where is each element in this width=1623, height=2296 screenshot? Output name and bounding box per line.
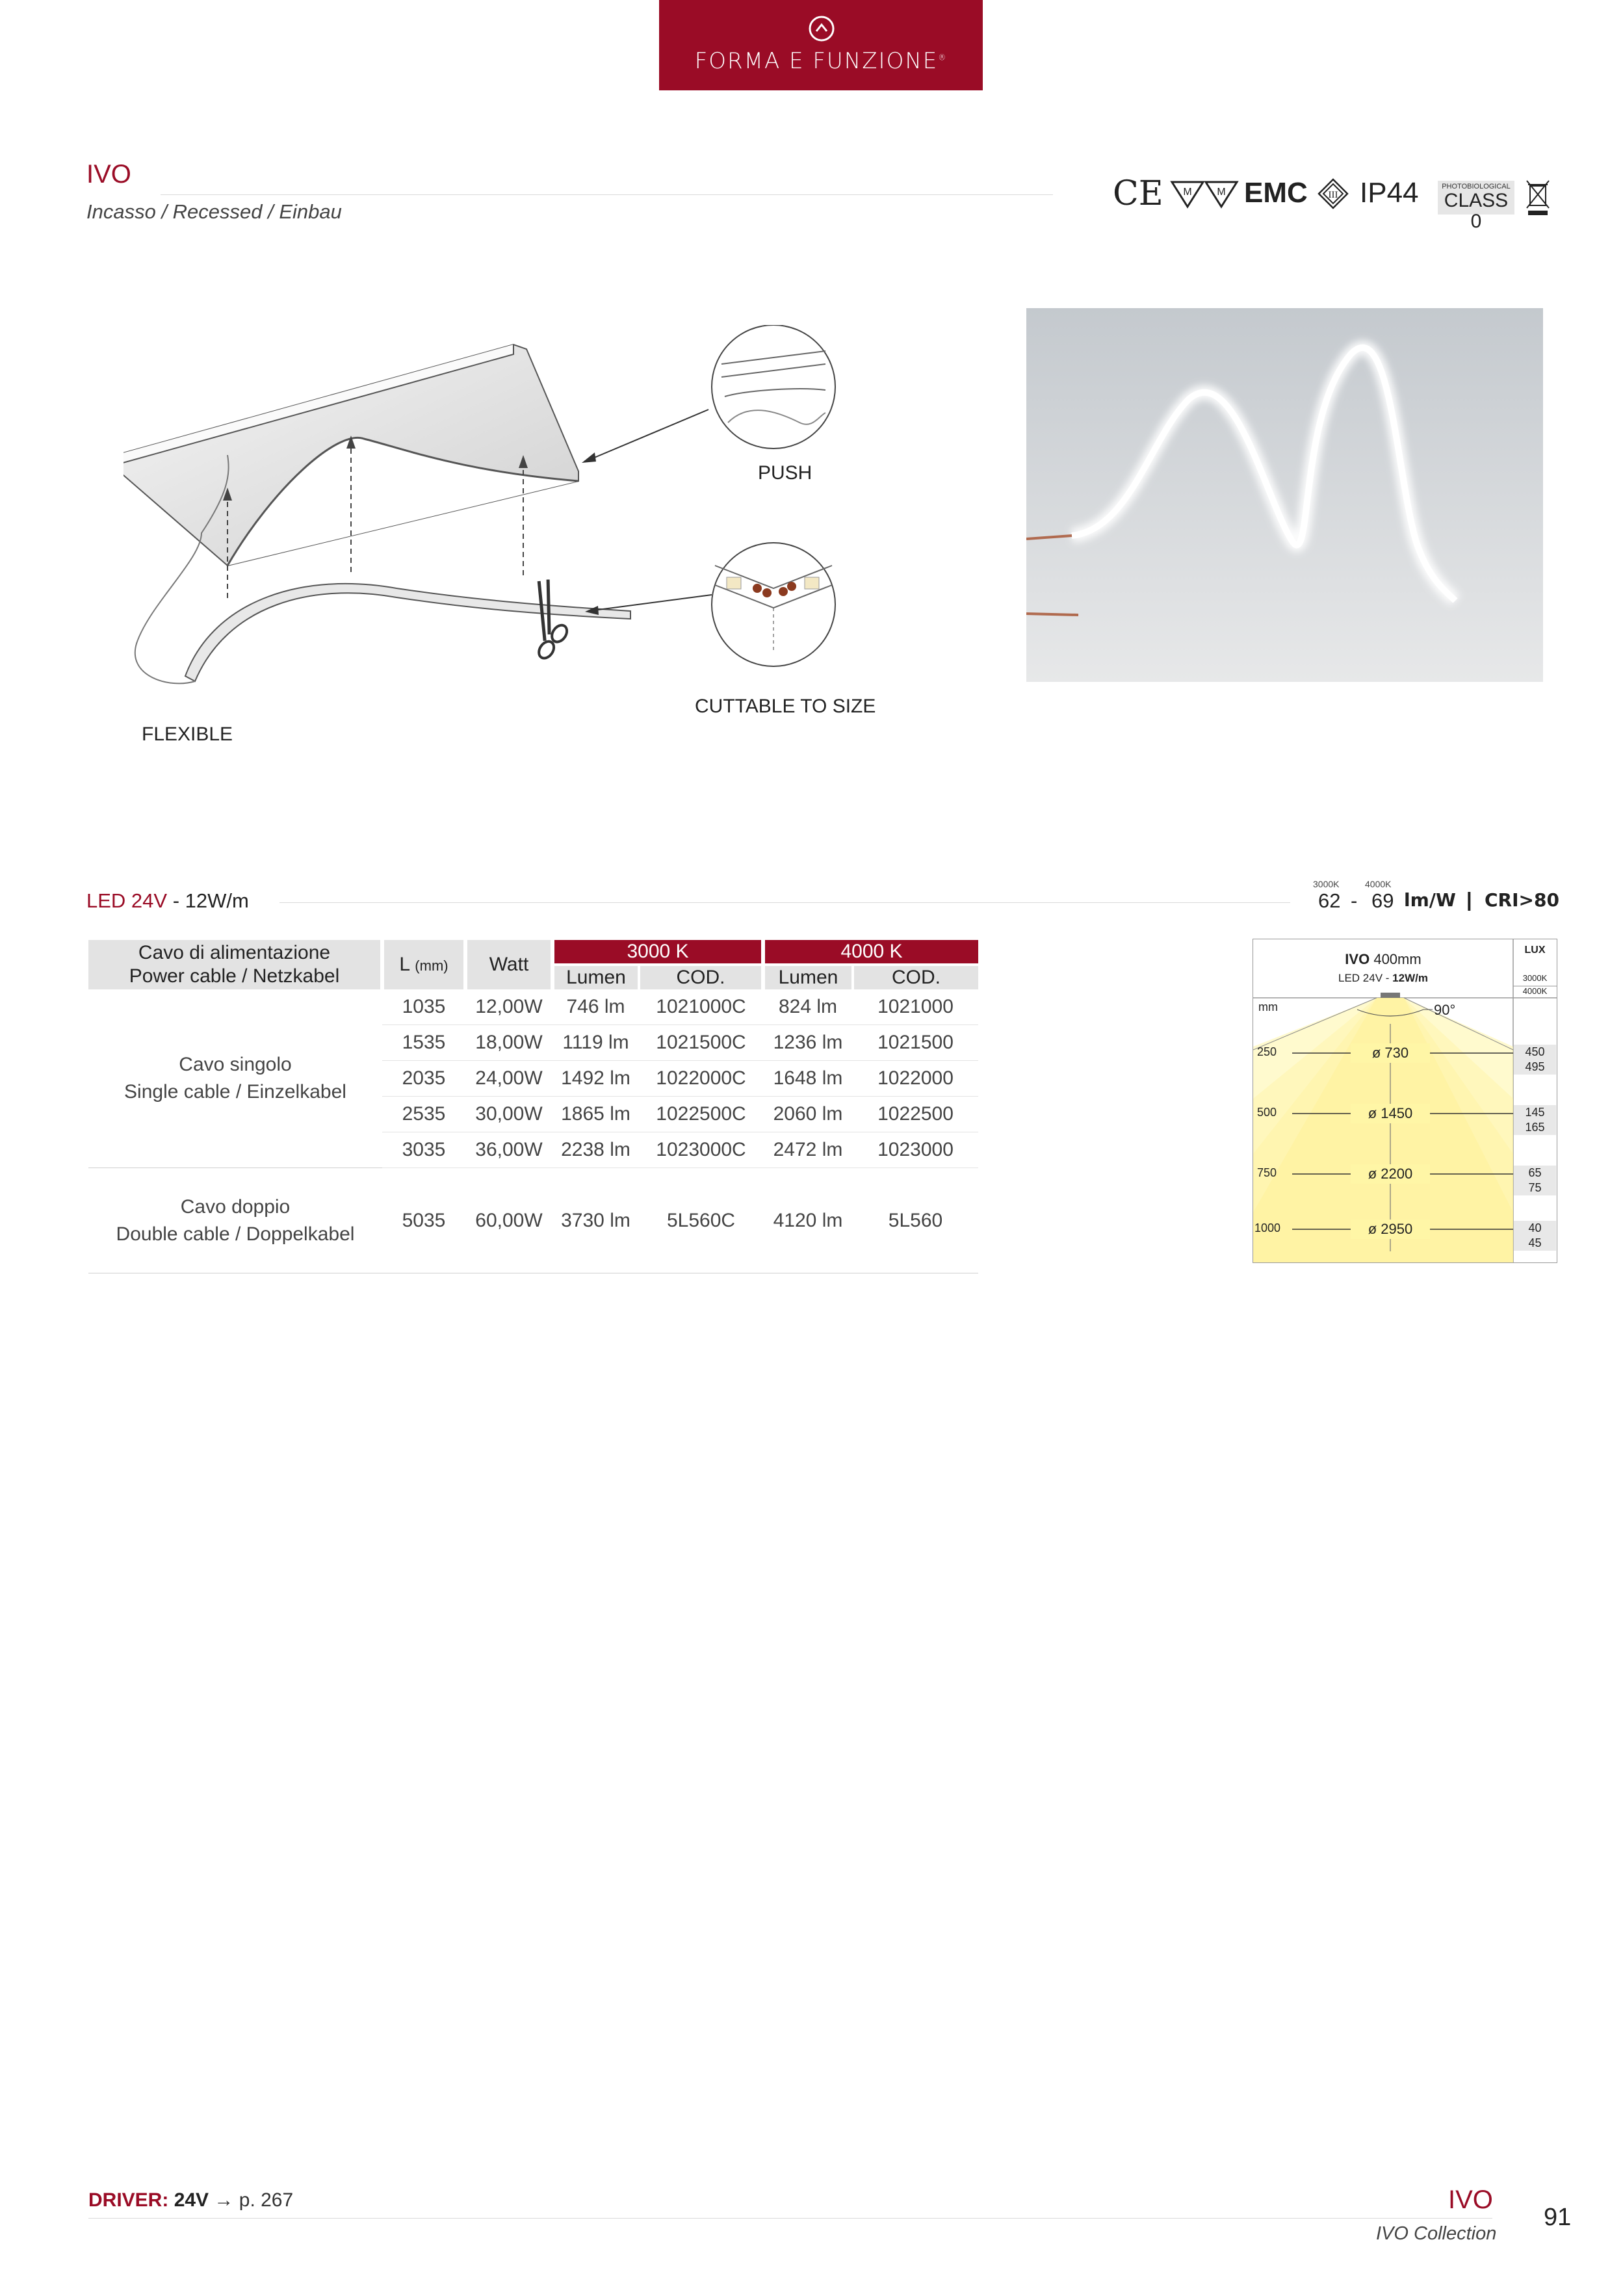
spec-pipe: | bbox=[1466, 888, 1472, 911]
header-cod-3000: COD. bbox=[639, 965, 763, 989]
title-divider bbox=[161, 194, 1053, 195]
lux-cone-graphic bbox=[1253, 939, 1557, 1262]
header-length-label: L bbox=[399, 954, 409, 975]
driver-label: DRIVER: bbox=[88, 2189, 169, 2211]
lux-distance: 1000 bbox=[1254, 1221, 1281, 1234]
cell-lumen-3000: 3730 lm bbox=[552, 1168, 639, 1273]
cell-lumen-4000: 1236 lm bbox=[763, 1025, 853, 1061]
lux-led: LED 24V - bbox=[1338, 972, 1393, 984]
furniture-mark-icon bbox=[1170, 177, 1241, 211]
lux-value-4000: 45 bbox=[1528, 1236, 1542, 1249]
cell-code-3000: 1022000C bbox=[639, 1061, 763, 1097]
lux-distance: 250 bbox=[1257, 1045, 1277, 1058]
lux-subtitle bbox=[1253, 972, 1513, 985]
cell-length: 1535 bbox=[382, 1025, 465, 1061]
cell-code-3000: 1023000C bbox=[639, 1132, 763, 1168]
header-watt: Watt bbox=[465, 940, 552, 989]
photobiological-badge bbox=[1438, 181, 1514, 232]
push-label: PUSH bbox=[758, 462, 812, 484]
lux-label: LUX bbox=[1524, 945, 1546, 956]
installation-diagram bbox=[123, 325, 903, 754]
group-single-en: Single cable / Einzelkabel bbox=[124, 1081, 346, 1102]
cell-watt: 30,00W bbox=[465, 1097, 552, 1132]
lux-4000k: 4000K bbox=[1522, 986, 1548, 996]
registered-mark: ® bbox=[938, 53, 948, 62]
table-row bbox=[88, 1168, 978, 1273]
led-voltage: LED 24V bbox=[86, 889, 168, 912]
lux-chart bbox=[1253, 939, 1557, 1263]
cell-code-4000: 1023000 bbox=[853, 1132, 978, 1168]
group-single-it: Cavo singolo bbox=[179, 1054, 292, 1075]
brand-mark-icon bbox=[807, 14, 836, 43]
lux-title bbox=[1253, 951, 1513, 968]
cell-watt: 24,00W bbox=[465, 1061, 552, 1097]
table-row bbox=[88, 989, 978, 1025]
header-cable-en: Power cable / Netzkabel bbox=[129, 965, 340, 987]
header-lumen-3000: Lumen bbox=[552, 965, 639, 989]
lux-value-3000: 40 bbox=[1528, 1221, 1542, 1234]
lux-distance: 500 bbox=[1257, 1106, 1277, 1119]
cell-code-3000: 1021000C bbox=[639, 989, 763, 1025]
cell-lumen-4000: 824 lm bbox=[763, 989, 853, 1025]
ip-rating: IP44 bbox=[1360, 177, 1419, 209]
led-spec bbox=[86, 889, 249, 913]
cell-code-3000: 1021500C bbox=[639, 1025, 763, 1061]
lux-diameter: ø 1450 bbox=[1368, 1105, 1413, 1121]
lux-angle: 90° bbox=[1434, 1002, 1456, 1018]
driver-info bbox=[88, 2189, 293, 2211]
cell-code-3000: 5L560C bbox=[639, 1168, 763, 1273]
group-double-en: Double cable / Doppelkabel bbox=[116, 1223, 355, 1245]
footer-divider bbox=[88, 2218, 1492, 2219]
lux-3000k: 3000K bbox=[1522, 973, 1548, 983]
lux-power: 12W/m bbox=[1392, 972, 1428, 984]
group-double-it: Cavo doppio bbox=[180, 1195, 291, 1218]
cell-code-4000: 1022000 bbox=[853, 1061, 978, 1097]
emc-label: EMC bbox=[1244, 177, 1308, 209]
lux-value-3000: 450 bbox=[1525, 1045, 1545, 1058]
lux-diameter: ø 2200 bbox=[1368, 1166, 1413, 1182]
driver-value: 24V bbox=[174, 2189, 209, 2211]
cell-code-4000: 1022500 bbox=[853, 1097, 978, 1132]
cell-lumen-3000: 1865 lm bbox=[552, 1097, 639, 1132]
cell-code-4000: 1021000 bbox=[853, 989, 978, 1025]
cell-code-3000: 1022500C bbox=[639, 1097, 763, 1132]
cell-lumen-4000: 2060 lm bbox=[763, 1097, 853, 1132]
photobiological-class: CLASS 0 bbox=[1444, 190, 1509, 232]
cell-watt: 18,00W bbox=[465, 1025, 552, 1061]
header-cable bbox=[88, 940, 382, 989]
lux-diameter: ø 2950 bbox=[1368, 1221, 1413, 1237]
lux-length: 400mm bbox=[1373, 951, 1422, 967]
cell-lumen-3000: 1119 lm bbox=[552, 1025, 639, 1061]
lux-value-3000: 145 bbox=[1525, 1106, 1545, 1119]
cell-lumen-4000: 4120 lm bbox=[763, 1168, 853, 1273]
lux-distance: 750 bbox=[1257, 1166, 1277, 1179]
lux-diameter: ø 730 bbox=[1371, 1045, 1409, 1061]
footer-title: IVO bbox=[1448, 2185, 1493, 2214]
scissors-icon bbox=[504, 576, 586, 662]
lux-unit: mm bbox=[1258, 1000, 1278, 1013]
cell-code-4000: 1021500 bbox=[853, 1025, 978, 1061]
svg-text:M: M bbox=[1183, 187, 1192, 198]
page-number: 91 bbox=[1544, 2204, 1572, 2231]
cell-lumen-3000: 2238 lm bbox=[552, 1132, 639, 1168]
brand-name: FORMA E FUNZIONE bbox=[694, 48, 939, 74]
cell-code-4000: 5L560 bbox=[853, 1168, 978, 1273]
cell-lumen-4000: 2472 lm bbox=[763, 1132, 853, 1168]
lux-value-4000: 165 bbox=[1525, 1121, 1545, 1134]
lux-model: IVO bbox=[1345, 951, 1370, 967]
class-iii-text: III bbox=[1328, 190, 1338, 200]
cell-lumen-3000: 1492 lm bbox=[552, 1061, 639, 1097]
ce-mark-icon: CE bbox=[1113, 174, 1163, 213]
cell-watt: 12,00W bbox=[465, 989, 552, 1025]
cri-value: CRI>80 bbox=[1485, 889, 1559, 911]
svg-text:M: M bbox=[1217, 187, 1226, 198]
eff-4000-label: 4000K bbox=[1365, 879, 1392, 889]
header-length-unit: (mm) bbox=[415, 958, 448, 974]
lux-value-4000: 75 bbox=[1528, 1181, 1542, 1194]
efficacy-separator: - bbox=[1351, 889, 1358, 912]
flexible-label: FLEXIBLE bbox=[142, 724, 233, 745]
driver-arrow: → bbox=[214, 2189, 234, 2211]
cell-watt: 60,00W bbox=[465, 1168, 552, 1273]
cell-watt: 36,00W bbox=[465, 1132, 552, 1168]
header-lumen-4000: Lumen bbox=[763, 965, 853, 989]
header-cable-it: Cavo di alimentazione bbox=[138, 942, 331, 963]
cell-length: 3035 bbox=[382, 1132, 465, 1168]
cuttable-label: CUTTABLE TO SIZE bbox=[695, 696, 876, 717]
brand-logo bbox=[659, 0, 983, 90]
product-title: IVO bbox=[86, 160, 131, 189]
product-table bbox=[88, 940, 978, 1273]
cell-length: 2035 bbox=[382, 1061, 465, 1097]
efficacy-unit: lm/W bbox=[1404, 889, 1456, 911]
photobiological-label: PHOTOBIOLOGICAL bbox=[1442, 183, 1511, 190]
lux-value-3000: 65 bbox=[1528, 1166, 1542, 1179]
driver-page-link[interactable]: p. 267 bbox=[239, 2189, 294, 2211]
spec-divider bbox=[279, 902, 1290, 903]
product-photo bbox=[1026, 308, 1543, 682]
header-cod-4000: COD. bbox=[853, 965, 978, 989]
efficacy-4000: 69 bbox=[1371, 889, 1394, 912]
header-4000k: 4000 K bbox=[763, 940, 978, 965]
product-subtitle: Incasso / Recessed / Einbau bbox=[86, 200, 342, 223]
cell-lumen-3000: 746 lm bbox=[552, 989, 639, 1025]
footer-collection: IVO Collection bbox=[1376, 2223, 1497, 2244]
cell-lumen-4000: 1648 lm bbox=[763, 1061, 853, 1097]
header-length bbox=[382, 940, 465, 989]
efficacy-3000: 62 bbox=[1318, 889, 1341, 912]
weee-bin-icon bbox=[1524, 177, 1552, 217]
led-power: - 12W/m bbox=[167, 889, 249, 912]
group-double-cable bbox=[88, 1168, 382, 1273]
header-3000k: 3000 K bbox=[552, 940, 763, 965]
eff-3000-label: 3000K bbox=[1313, 879, 1340, 889]
cell-length: 2535 bbox=[382, 1097, 465, 1132]
lux-value-4000: 495 bbox=[1525, 1060, 1545, 1073]
cell-length: 5035 bbox=[382, 1168, 465, 1273]
group-single-cable bbox=[88, 989, 382, 1168]
class-iii-icon bbox=[1318, 178, 1349, 209]
cell-length: 1035 bbox=[382, 989, 465, 1025]
